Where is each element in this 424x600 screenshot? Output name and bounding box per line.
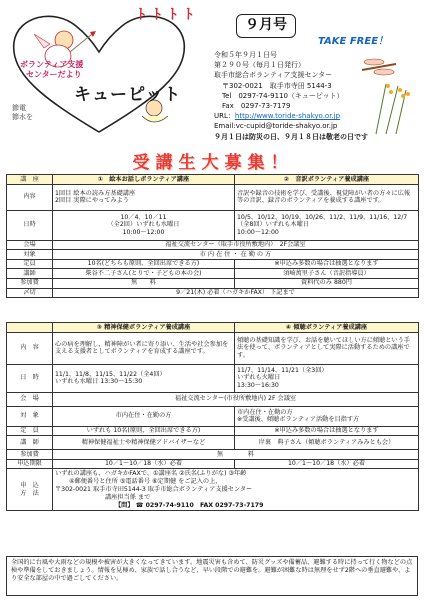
newsletter-header (0, 0, 424, 140)
table-row (7, 332, 419, 364)
banner-char: 受 (132, 153, 150, 173)
energy-saving-note (12, 104, 33, 122)
course-1-date: 10／4、10／11 （全2回）いずれも水曜日 10:00～12:00 (53, 210, 235, 240)
row-label: 定員 (7, 259, 53, 269)
course-3-deadline: 10／1～10／18（水）必着 (53, 459, 235, 469)
row-label: 内 容 (7, 332, 53, 364)
issue-month-badge: ９月号 (236, 14, 296, 38)
banner-char: 講 (155, 153, 173, 173)
course-4-target: 市内在住・在勤の方 ※受講後、傾聴ボランティア活動を目指す方 (235, 406, 419, 426)
row-label: 会 場 (7, 392, 53, 406)
row-label: 日 時 (7, 364, 53, 392)
row-label: 申 込 方 法 (7, 469, 53, 511)
table-row (7, 288, 419, 298)
course-1-content: 1回目 絵本の読み方基礎講座 2回目 実際にやってみよう (53, 184, 235, 210)
course-3-target: 市内在住・在勤の方 (53, 406, 235, 426)
row-label: 定 員 (7, 426, 53, 436)
course-4-date: 11/7、11/14、11/21（全3回） いずれも火曜日 13:30～16:30 (235, 364, 419, 392)
course-4-deadline: 10／1～10／18（水）必着 (235, 459, 419, 469)
row-label: 申込期限 (7, 459, 53, 469)
row-label: 講 師 (7, 436, 53, 450)
banner-char: 生 (178, 153, 196, 173)
pub-line-email[interactable]: Email:vc-cupid@toride-shakyo.or.jp (214, 122, 338, 131)
side-note-line-2: 節水を (12, 113, 33, 121)
pub-line-url (214, 111, 419, 121)
row-label: 内容 (7, 184, 53, 210)
table-row (7, 323, 419, 333)
side-note-line-1: 節電 (12, 104, 26, 112)
table-row (7, 469, 419, 511)
course-3-content: 心の病を理解し、精神障がい者に寄り添い、生活や社会参加を支える支援者としてボランティアを育成する講座です。 (53, 332, 235, 364)
table-row (7, 184, 419, 210)
table-row (7, 210, 419, 240)
banner-char: ！ (270, 153, 288, 173)
website-link[interactable]: http://www.toride-shakyo.or.jp (234, 112, 341, 121)
row-label: 参加費 (7, 450, 53, 460)
fee: 無 料 (53, 450, 419, 460)
course-2-lecturer: 須崎萬里子さん（音訳指導員） (235, 269, 419, 279)
table-row (7, 426, 419, 436)
course-4-content: 傾聴の基礎知識を学び、お話を聴いてほしい方に傾聴という手法を使って、ボランティアとして実際に活動するための講座です。 (235, 332, 419, 364)
venue: 福祉交流センター(市役所敷地内) 2F 会議室 (53, 392, 419, 406)
row-label: 対 象 (7, 406, 53, 426)
course-4-lecturer: 岸裏 典子さん（傾聴ボランティアみみとも会） (235, 436, 419, 450)
course-1-capacity: 10名(どちらも原則、全回出席できる方) (53, 259, 235, 269)
pub-line-publisher: 取手市総合ボランティア支援センター (214, 71, 333, 80)
table-row (7, 175, 419, 185)
course-2-title: ② 音訳ボランティア養成講座 (235, 175, 419, 185)
newsletter-title: キューピット (74, 85, 182, 105)
course-3-lecturer: 精神保健福祉士や精神保健アドバイザーなど (53, 436, 235, 450)
table-row (7, 259, 419, 269)
course-3-capacity: いずれも 10名(原則、全回出席できる方) (53, 426, 235, 436)
target: 市 内 在 住 ・ 在 勤 の 方 (53, 250, 419, 260)
row-label: 参加費 (7, 278, 53, 288)
course-1-title: ① 絵本お話しボランティア講座 (53, 175, 235, 185)
row-label: 日時 (7, 210, 53, 240)
table-row (7, 436, 419, 450)
recruitment-banner (60, 148, 360, 173)
venue: 福祉交流センター（取手市役所敷地内） 2F会議室 (53, 240, 419, 250)
apply-line: 〒302-0021 取手市寺田5144-3 取手市総合ボランティア支援センター (55, 485, 253, 493)
course-3-title: ③ 精神保健ボランティア養成講座 (53, 323, 235, 333)
course-2-content: 音訳や録音の技術を学び、受講後、視覚障がい者の方々に広報等の音訳、録音のボランティアを養成する講座です。 (235, 184, 419, 210)
table-row (7, 364, 419, 392)
pub-line-issue-date: 令和５年９月１日号 (214, 51, 277, 59)
banner-char: 大 (201, 153, 219, 173)
pub-line-address: 〒302-0021 取手市寺田 5144-3 (222, 81, 332, 90)
application-method (53, 469, 419, 511)
course-3-date: 11/1、11/8、11/15、11/22（全4回） いずれも水曜日 13:30～15:30 (53, 364, 235, 392)
course-2-capacity: ※申込み多数の場合は抽選となります (235, 259, 419, 269)
table-row (7, 406, 419, 426)
course-4-capacity: ※申込み多数の場合は抽選となります (235, 426, 419, 436)
table-row (7, 240, 419, 250)
row-label: 会場 (7, 240, 53, 250)
disaster-prep-notice: 全国的に台風や大雨などの規模や被害が大きくなってきています。地震災害も含めて、防災グッズや備蓄品、避難する時に持って行く物などの点検や準備をしておきましょう。情報を見極め、家族で話し合うなど、早い段階での避難を。避難が困難な時は無理をせず2階への垂直避難や、より安全な部屋の中で過ごしてください。 (6, 556, 418, 596)
corner-cell (7, 323, 53, 333)
table-row (7, 392, 419, 406)
table-row (7, 269, 419, 279)
course-table-2 (6, 322, 419, 511)
banner-char: 募 (224, 153, 242, 173)
closed-day-note: ９月１日は防災の日、９月１８日は敬老の日です (214, 132, 368, 141)
table-row (7, 459, 419, 469)
apply-line: いずれの講座も、ハガキかFAXで、①講座名 ②氏名(ふりがな) ③年齢 (55, 469, 247, 477)
course-1-lecturer: 柴谷不二子さん(とりで・子どもの本の会) (53, 269, 235, 279)
deadline: 9／21(木) 必着（ハガキかFAX） 下記まで (53, 288, 419, 298)
heart-top-text-1: ボランティア支援 (20, 60, 84, 69)
row-label: 講 座 (7, 175, 53, 185)
table-row (7, 250, 419, 260)
row-label: 〆切 (7, 288, 53, 298)
course-1-fee: 無 料 (53, 278, 235, 288)
table-row (7, 278, 419, 288)
contact-phone: 【問】 ☎ 0297-74-9110 FAX 0297-73-7179 (115, 501, 264, 509)
pub-line-fax: Fax 0297-73-7179 (222, 102, 291, 111)
row-label: 対象 (7, 250, 53, 260)
banner-char: 集 (247, 153, 265, 173)
take-free-label: TAKE FREE！ (318, 36, 389, 47)
row-label: 講師 (7, 269, 53, 279)
pub-line-tel: Tel 0297-74-9110（キューピット） (222, 91, 344, 100)
heart-top-text-2: センターだより (26, 70, 82, 79)
course-2-fee: 資料代のみ 880円 (235, 278, 419, 288)
decorative-marks: ﾄ ﾄ ﾄ ﾄ (138, 7, 195, 23)
course-4-title: ④ 傾聴ボランティア養成講座 (235, 323, 419, 333)
apply-line: 講座担当係 まで (105, 493, 151, 501)
course-table-1 (6, 174, 419, 298)
pub-line-issue-number: 第２９０号（毎月１日発行） (214, 61, 305, 70)
course-2-date: 10/5、10/12、10/19、10/26、11/2、11/9、11/16、12/7（全8回）いずれも木曜日 10:00～12:00 (235, 210, 419, 240)
publication-info (214, 50, 419, 142)
table-row (7, 450, 419, 460)
apply-line: ④郵便番号と住所 ⑤電話番号 ⑥定期健 をご記入の上、 (69, 477, 222, 485)
url-label: URL： (214, 112, 235, 121)
